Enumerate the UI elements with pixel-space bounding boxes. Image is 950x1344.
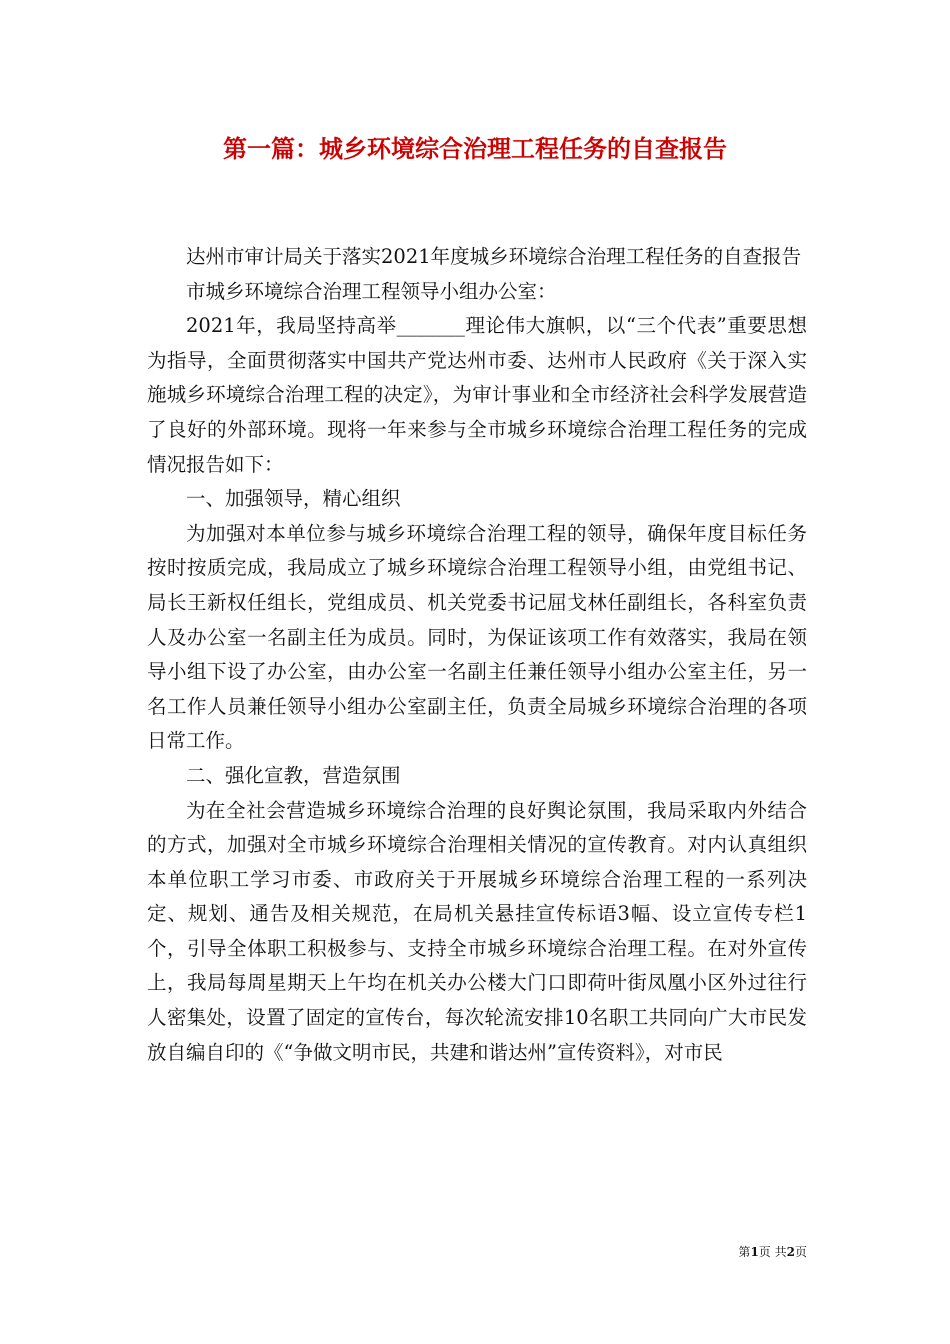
- document-body: [147, 240, 807, 1070]
- footer-prefix: 第: [738, 1245, 751, 1259]
- intro-paragraph: 2021年，我局坚持高举_______理论伟大旗帜，以“三个代表”重要思想为指导，全面贯彻落实中国共产党达州市委、达州市人民政府《关于深入实施城乡环境综合治理工程的决定》，为审计事业和全市经济社会科学发展营造了良好的外部环境。现将一年来参与全市城乡环境综合治理工程任务的完成情况报告如下：: [147, 314, 807, 476]
- footer-middle: 页 共: [758, 1245, 787, 1259]
- footer-page-number: 1: [750, 1245, 759, 1259]
- section-2-paragraph: 为在全社会营造城乡环境综合治理的良好舆论氛围，我局采取内外结合的方式，加强对全市城乡环境综合治理相关情况的宣传教育。对内认真组织本单位职工学习市委、市政府关于开展城乡环境综合治理工程的一系列决定、规划、通告及相关规范，在局机关悬挂宣传标语3幅、设立宣传专栏1个，引导全体职工积极参与、支持全市城乡环境综合治理工程。在对外宣传上，我局每周星期天上午均在机关办公楼大门口即荷叶街凤凰小区外过往行人密集处，设置了固定的宣传台，每次轮流安排10名职工共同向广大市民发放自编自印的《“争做文明市民，共建和谐达州”宣传资料》，对市民: [147, 798, 807, 1064]
- section-heading-2: 二、强化宣教，营造氛围: [186, 763, 401, 787]
- report-heading-paragraph: 达州市审计局关于落实2021年度城乡环境综合治理工程任务的自查报告: [186, 245, 802, 268]
- addressee-paragraph: 市城乡环境综合治理工程领导小组办公室：: [186, 279, 557, 303]
- section-heading-1: 一、加强领导，精心组织: [186, 487, 401, 511]
- document-title: 第一篇：城乡环境综合治理工程任务的自查报告: [223, 135, 727, 163]
- footer-total-pages: 2: [786, 1245, 795, 1259]
- footer-suffix: 页: [794, 1245, 807, 1259]
- section-1-paragraph: 为加强对本单位参与城乡环境综合治理工程的领导，确保年度目标任务按时按质完成，我局成立了城乡环境综合治理工程领导小组，由党组书记、局长王新权任组长，党组成员、机关党委书记屈戈林任副组长，各科室负责人及办公室一名副主任为成员。同时，为保证该项工作有效落实，我局在领导小组下设了办公室，由办公室一名副主任兼任领导小组办公室主任，另一名工作人员兼任领导小组办公室副主任，负责全局城乡环境综合治理的各项日常工作。: [147, 521, 807, 753]
- page-number-footer: [707, 1244, 807, 1260]
